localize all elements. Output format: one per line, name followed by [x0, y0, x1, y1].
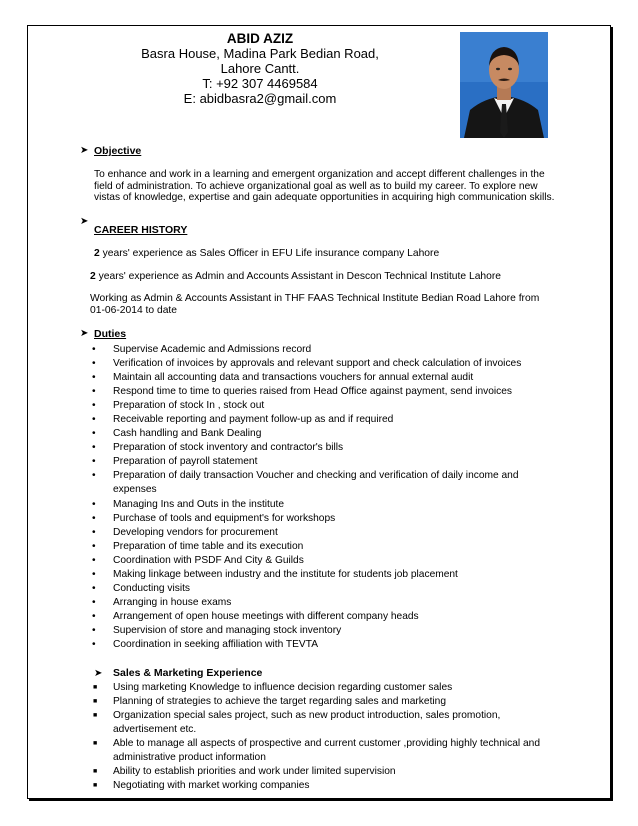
duties-heading: Duties: [94, 328, 127, 340]
objective-heading: Objective: [94, 145, 142, 157]
round-bullet-icon: •: [92, 358, 96, 370]
square-bullet-icon: ■: [93, 712, 98, 720]
list-item: • Developing vendors for procurement: [92, 526, 562, 540]
list-item: • Managing Ins and Outs in the institute: [92, 498, 562, 512]
round-bullet-icon: •: [92, 526, 96, 538]
list-item: ■ Able to manage all aspects of prospective and current customer ,providing highly technical and administrative product information: [93, 738, 540, 764]
email-address: E: abidbasra2@gmail.com: [183, 91, 337, 106]
round-bullet-icon: •: [92, 442, 96, 454]
phone-number: T: +92 307 4469584: [202, 76, 318, 91]
duties-list: [92, 343, 562, 652]
sales-list: [92, 681, 562, 793]
round-bullet-icon: •: [92, 372, 96, 384]
arrowhead-bullet-icon: ➤: [80, 216, 89, 227]
objective-text: To enhance and work in a learning and emergent organization and accept different challenges in the field of administration. To achieve organizational goal as well as to build my career. To explore new vistas of knowledge, expertise and gain adequate opportunities in acquiring high communication skills.: [94, 169, 555, 204]
list-item: • Supervision of store and managing stock inventory: [92, 624, 562, 638]
list-item: • Preparation of payroll statement: [92, 455, 562, 469]
round-bullet-icon: •: [92, 470, 96, 482]
round-bullet-icon: •: [92, 624, 96, 636]
career-item-2-text: years' experience as Admin and Accounts Assistant in Descon Technical Institute Lahore: [95, 271, 502, 282]
round-bullet-icon: •: [92, 498, 96, 510]
list-item: • Preparation of time table and its execution: [92, 540, 562, 554]
list-item: • Verification of invoices by approvals and relevant support and check calculation of invoices: [92, 357, 562, 371]
arrowhead-bullet-icon: ➤: [94, 668, 103, 679]
list-item: • Conducting visits: [92, 582, 562, 596]
career-history-heading: CAREER HISTORY: [94, 224, 188, 236]
arrowhead-bullet-icon: ➤: [80, 328, 89, 339]
list-item: • Receivable reporting and payment follow-up as and if required: [92, 413, 562, 427]
round-bullet-icon: •: [92, 400, 96, 412]
square-bullet-icon: ■: [93, 698, 98, 706]
profile-photo: [460, 32, 548, 138]
square-bullet-icon: ■: [93, 740, 98, 748]
career-item-3-line-2: 01-06-2014 to date: [90, 305, 178, 316]
list-item: • Coordination in seeking affiliation with TEVTA: [92, 638, 562, 652]
applicant-name: ABID AZIZ: [226, 31, 294, 46]
round-bullet-icon: •: [92, 386, 96, 398]
career-item-2: [90, 270, 501, 284]
list-item: • Preparation of stock inventory and contractor's bills: [92, 441, 562, 455]
list-item: ■ Organization special sales project, such as new product introduction, sales promotion, advertisement etc.: [93, 710, 501, 736]
round-bullet-icon: •: [92, 568, 96, 580]
list-item: • Respond time to time to queries raised from Head Office against payment, send invoices: [92, 385, 562, 399]
career-item-1: [94, 247, 439, 261]
round-bullet-icon: •: [92, 610, 96, 622]
list-item: • Cash handling and Bank Dealing: [92, 427, 562, 441]
list-item: • Supervise Academic and Admissions record: [92, 343, 562, 357]
round-bullet-icon: •: [92, 582, 96, 594]
arrowhead-bullet-icon: ➤: [80, 145, 89, 156]
list-item: • Arranging in house exams: [92, 596, 562, 610]
career-item-1-years: 2: [94, 248, 100, 259]
address-line-1: Basra House, Madina Park Bedian Road,: [141, 46, 379, 61]
square-bullet-icon: ■: [93, 684, 98, 691]
round-bullet-icon: •: [92, 414, 96, 426]
round-bullet-icon: •: [92, 428, 96, 440]
round-bullet-icon: •: [92, 638, 96, 650]
address-line-2: Lahore Cantt.: [220, 61, 300, 76]
list-item: • Arrangement of open house meetings with different company heads: [92, 610, 562, 624]
career-item-2-years: 2: [90, 271, 96, 282]
round-bullet-icon: •: [92, 596, 96, 608]
round-bullet-icon: •: [92, 344, 96, 355]
round-bullet-icon: •: [92, 554, 96, 566]
list-item: ■ Ability to establish priorities and work under limited supervision: [92, 765, 562, 779]
list-item: ■ Planning of strategies to achieve the target regarding sales and marketing: [92, 695, 562, 709]
list-item: • Coordination with PSDF And City & Guilds: [92, 554, 562, 568]
round-bullet-icon: •: [92, 540, 96, 552]
list-item: • Preparation of daily transaction Voucher and checking and verification of daily income and expenses: [92, 470, 519, 496]
round-bullet-icon: •: [92, 512, 96, 524]
square-bullet-icon: ■: [93, 782, 98, 790]
career-item-3: [90, 293, 539, 317]
list-item: ■ Negotiating with market working companies: [92, 779, 562, 793]
sales-marketing-heading: Sales & Marketing Experience: [113, 667, 263, 679]
square-bullet-icon: ■: [93, 768, 98, 776]
list-item: • Purchase of tools and equipment's for workshops: [92, 512, 562, 526]
list-item: • Maintain all accounting data and transactions vouchers for annual external audit: [92, 371, 562, 385]
career-item-3-line-1: Working as Admin & Accounts Assistant in THF FAAS Technical Institute Bedian Road Lahore from: [90, 293, 540, 304]
list-item: • Preparation of stock In , stock out: [92, 399, 562, 413]
round-bullet-icon: •: [92, 456, 96, 468]
list-item: • Making linkage between industry and the institute for students job placement: [92, 568, 562, 582]
career-item-1-text: years' experience as Sales Officer in EFU Life insurance company Lahore: [99, 248, 440, 259]
list-item: ■ Using marketing Knowledge to influence decision regarding customer sales: [92, 681, 562, 695]
resume-header: [100, 31, 420, 106]
